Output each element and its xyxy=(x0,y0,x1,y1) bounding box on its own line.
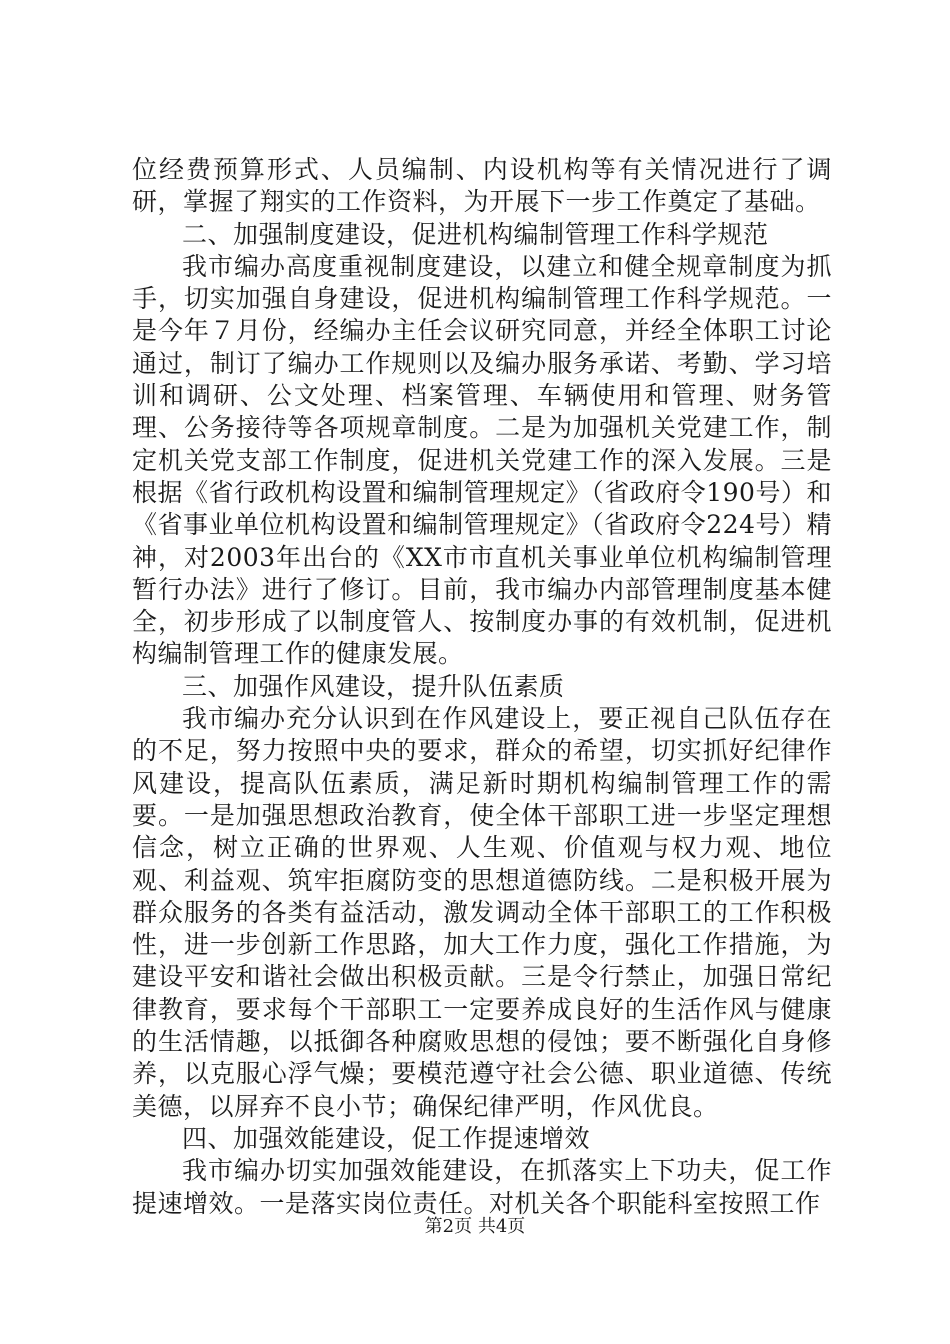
section-heading-3: 三、加强作风建设，提升队伍素质 xyxy=(182,671,565,701)
document-body xyxy=(132,154,832,1220)
section-heading-4: 四、加强效能建设，促工作提速增效 xyxy=(182,1123,591,1153)
paragraph-section-2: 我市编办高度重视制度建设，以建立和健全规章制度为抓手，切实加强自身建设，促进机构编制管理工作科学规范。一是今年７月份，经编办主任会议研究同意，并经全体职工讨论通过，制订了编办工作规则以及编办服务承诺、考勤、学习培训和调研、公文处理、档案管理、车辆使用和管理、财务管理、公务接待等各项规章制度。二是为加强机关党建工作，制定机关党支部工作制度，促进机关党建工作的深入发展。三是根据《省行政机构设置和编制管理规定》（省政府令190号）和《省事业单位机构设置和编制管理规定》（省政府令224号）精神，对2003年出台的《XX市市直机关事业单位机构编制管理暂行办法》进行了修订。目前，我市编办内部管理制度基本健全，初步形成了以制度管人、按制度办事的有效机制，促进机构编制管理工作的健康发展。 xyxy=(132,251,832,669)
paragraph-section-3: 我市编办充分认识到在作风建设上，要正视自己队伍存在的不足，努力按照中央的要求，群众的希望，切实抓好纪律作风建设，提高队伍素质，满足新时期机构编制管理工作的需要。一是加强思想政治教育，使全体干部职工进一步坚定理想信念，树立正确的世界观、人生观、价值观与权力观、地位观、利益观、筑牢拒腐防变的思想道德防线。二是积极开展为群众服务的各类有益活动，激发调动全体干部职工的工作积极性，进一步创新工作思路，加大工作力度，强化工作措施，为建设平安和谐社会做出积极贡献。三是令行禁止，加强日常纪律教育，要求每个干部职工一定要养成良好的生活作风与健康的生活情趣，以抵御各种腐败思想的侵蚀；要不断强化自身修养，以克服心浮气燥；要模范遵守社会公德、职业道德、传统美德，以屏弃不良小节；确保纪律严明，作风优良。 xyxy=(132,704,832,1121)
paragraph-continuation: 位经费预算形式、人员编制、内设机构等有关情况进行了调研，掌握了翔实的工作资料，为开展下一步工作奠定了基础。 xyxy=(132,155,832,217)
section-heading-2: 二、加强制度建设，促进机构编制管理工作科学规范 xyxy=(182,219,769,249)
page-number-footer: 第2页 共4页 xyxy=(424,1216,526,1237)
paragraph-section-4: 我市编办切实加强效能建设，在抓落实上下功夫，促工作提速增效。一是落实岗位责任。对机关各个职能科室按照工作 xyxy=(132,1156,832,1218)
